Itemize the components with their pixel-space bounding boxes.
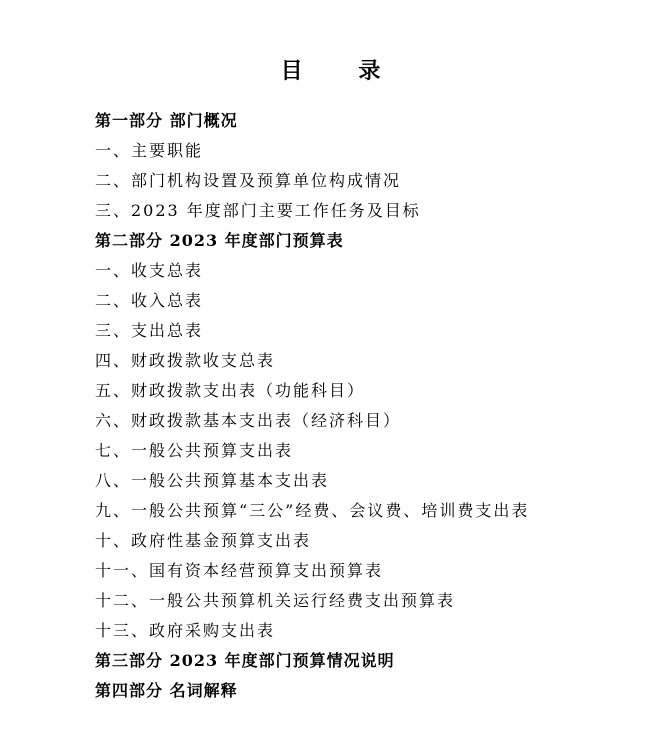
toc-part-heading: 第三部分 2023 年度部门预算情况说明 [95, 651, 395, 670]
toc-item: 一、收支总表 [95, 261, 204, 280]
toc-part-heading: 第二部分 2023 年度部门预算表 [95, 231, 344, 250]
toc-item: 一、主要职能 [95, 141, 204, 160]
toc-part-heading: 第一部分 部门概况 [95, 111, 238, 130]
table-of-contents [95, 106, 635, 706]
page-title: 目 录 [280, 58, 405, 84]
toc-part-heading: 第四部分 名词解释 [95, 681, 238, 700]
toc-item: 十二、一般公共预算机关运行经费支出预算表 [95, 591, 456, 610]
toc-item: 八、一般公共预算基本支出表 [95, 471, 330, 490]
toc-item: 三、2023 年度部门主要工作任务及目标 [95, 201, 421, 220]
toc-item: 十、政府性基金预算支出表 [95, 531, 312, 550]
toc-item: 三、支出总表 [95, 321, 204, 340]
toc-item: 二、部门机构设置及预算单位构成情况 [95, 171, 402, 190]
toc-item: 九、一般公共预算“三公”经费、会议费、培训费支出表 [95, 501, 530, 520]
toc-item: 十一、国有资本经营预算支出预算表 [95, 561, 384, 580]
toc-item: 六、财政拨款基本支出表（经济科目） [95, 411, 402, 430]
toc-item: 五、财政拨款支出表（功能科目） [95, 381, 366, 400]
toc-item: 十三、政府采购支出表 [95, 621, 276, 640]
toc-item: 七、一般公共预算支出表 [95, 441, 294, 460]
toc-item: 四、财政拨款收支总表 [95, 351, 276, 370]
toc-item: 二、收入总表 [95, 291, 204, 310]
